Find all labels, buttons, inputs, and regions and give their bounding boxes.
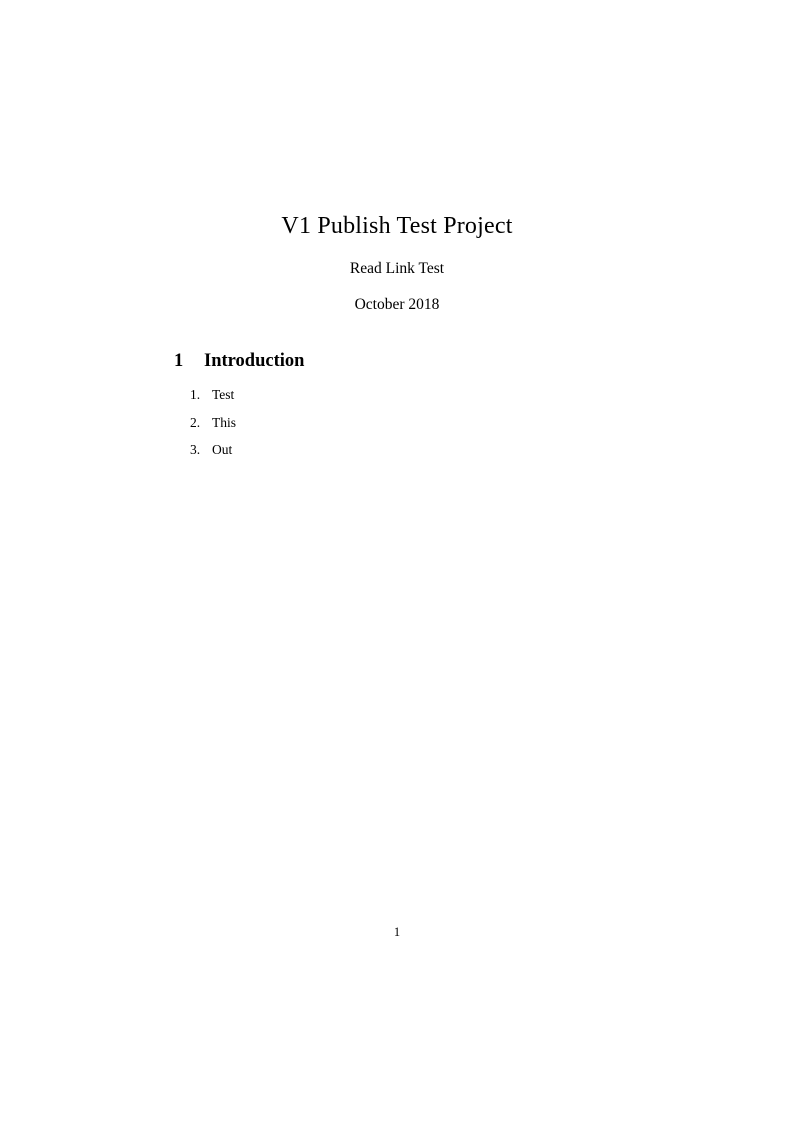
list-item [0, 388, 794, 402]
enumerated-list [0, 372, 794, 457]
document-body [0, 0, 794, 471]
list-item-label: This [212, 414, 237, 430]
page-date: October 2018 [354, 296, 440, 313]
page-title: V1 Publish Test Project [281, 213, 513, 239]
section-title: Introduction [204, 351, 305, 371]
list-item-label: Out [212, 442, 233, 457]
list-item-label: Test [212, 387, 235, 402]
section-heading [0, 314, 794, 372]
page-number: 1 [393, 925, 401, 939]
list-item [0, 416, 794, 430]
list-item-marker: 2. [190, 414, 201, 430]
list-item [0, 443, 794, 457]
list-item-marker: 1. [190, 387, 201, 402]
list-item-marker: 3. [190, 442, 201, 457]
section-number: 1 [174, 351, 184, 371]
page-subtitle: Read Link Test [349, 260, 445, 277]
